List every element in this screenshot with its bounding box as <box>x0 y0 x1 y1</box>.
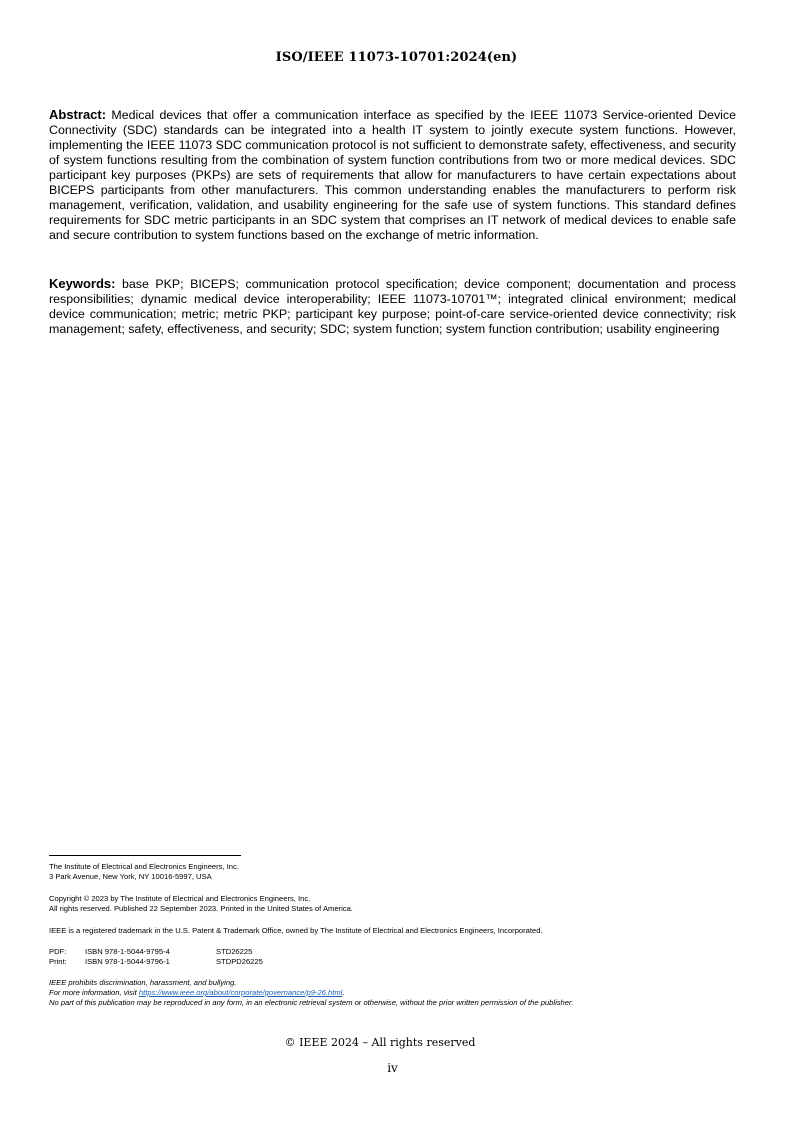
trademark-statement: IEEE is a registered trademark in the U.S. Patent & Trademark Office, owned by The Institute of Electrical and Electronics Engineers, Incorporated. <box>49 926 543 935</box>
isbn-format-label: Print: <box>49 957 67 966</box>
isbn-format-label: PDF: <box>49 947 67 956</box>
rights-statement: All rights reserved. Published 22 September 2023. Printed in the United States of America. <box>49 904 353 913</box>
isbn-code: STDPD26225 <box>216 957 263 966</box>
abstract-text: Medical devices that offer a communication interface as specified by the IEEE 11073 Service-oriented Device Connectivity (SDC) standards can be integrated into a health IT system to jointly execute system functions. However, implementing the IEEE 11073 SDC communication protocol is not sufficient to demonstrate safety, effectiveness, and security of system functions resulting from the combination of system function contributions from two or more medical devices. SDC participant key purposes (PKPs) are sets of requirements that allow for manufacturers to have certain expectations about BICEPS participants from other manufacturers. This common understanding enables the manufacturers to perform risk management, verification, validation, and usability engineering for the safe use of system functions. This standard defines requirements for SDC metric participants in an SDC system that comprises an IT network of medical devices to enable safe and secure contribution to system functions based on the exchange of metric information. <box>49 108 736 242</box>
isbn-row-print <box>49 957 749 967</box>
isbn-code: STD26225 <box>216 947 253 956</box>
keywords-paragraph <box>49 276 736 337</box>
publisher-block <box>49 862 749 882</box>
page-number: iv <box>387 1061 398 1075</box>
document-standard-id: ISO/IEEE 11073-10701:2024(en) <box>275 50 518 65</box>
reproduction-notice: No part of this publication may be reproduced in any form, in an electronic retrieval system or otherwise, without the prior written permission of the publisher. <box>49 998 574 1007</box>
copyright-statement: Copyright © 2023 by The Institute of Electrical and Electronics Engineers, Inc. <box>49 894 311 903</box>
publisher-name: The Institute of Electrical and Electronics Engineers, Inc. <box>49 862 239 871</box>
isbn-number: ISBN 978-1-5044-9795-4 <box>85 947 170 956</box>
policy-link[interactable]: https://www.ieee.org/about/corporate/governance/p9-26.html <box>138 988 343 997</box>
more-info-line <box>49 988 749 998</box>
isbn-row-pdf <box>49 947 749 957</box>
footnote-divider <box>49 855 241 856</box>
harassment-policy: IEEE prohibits discrimination, harassment, and bullying. <box>49 978 237 987</box>
keywords-text: base PKP; BICEPS; communication protocol specification; device component; documentation and process responsibilities; dynamic medical device interoperability; IEEE 11073-10701™; integrated clinical environment; medical device communication; metric; metric PKP; participant key purpose; point-of-care service-oriented device connectivity; risk management; safety, effectiveness, and security; SDC; system function; system function contribution; usability engineering <box>49 277 736 336</box>
isbn-block <box>49 947 749 967</box>
policy-block <box>49 978 749 1008</box>
keywords-label: Keywords: <box>49 276 116 291</box>
abstract-label: Abstract: <box>49 107 107 122</box>
publisher-address: 3 Park Avenue, New York, NY 10016-5997, USA <box>49 872 212 881</box>
more-info-suffix: . <box>342 988 345 997</box>
more-info-prefix: For more information, visit <box>49 988 139 997</box>
footer-copyright: © IEEE 2024 – All rights reserved <box>284 1036 476 1049</box>
isbn-number: ISBN 978-1-5044-9796-1 <box>85 957 170 966</box>
abstract-paragraph <box>49 107 736 243</box>
copyright-block <box>49 894 749 914</box>
